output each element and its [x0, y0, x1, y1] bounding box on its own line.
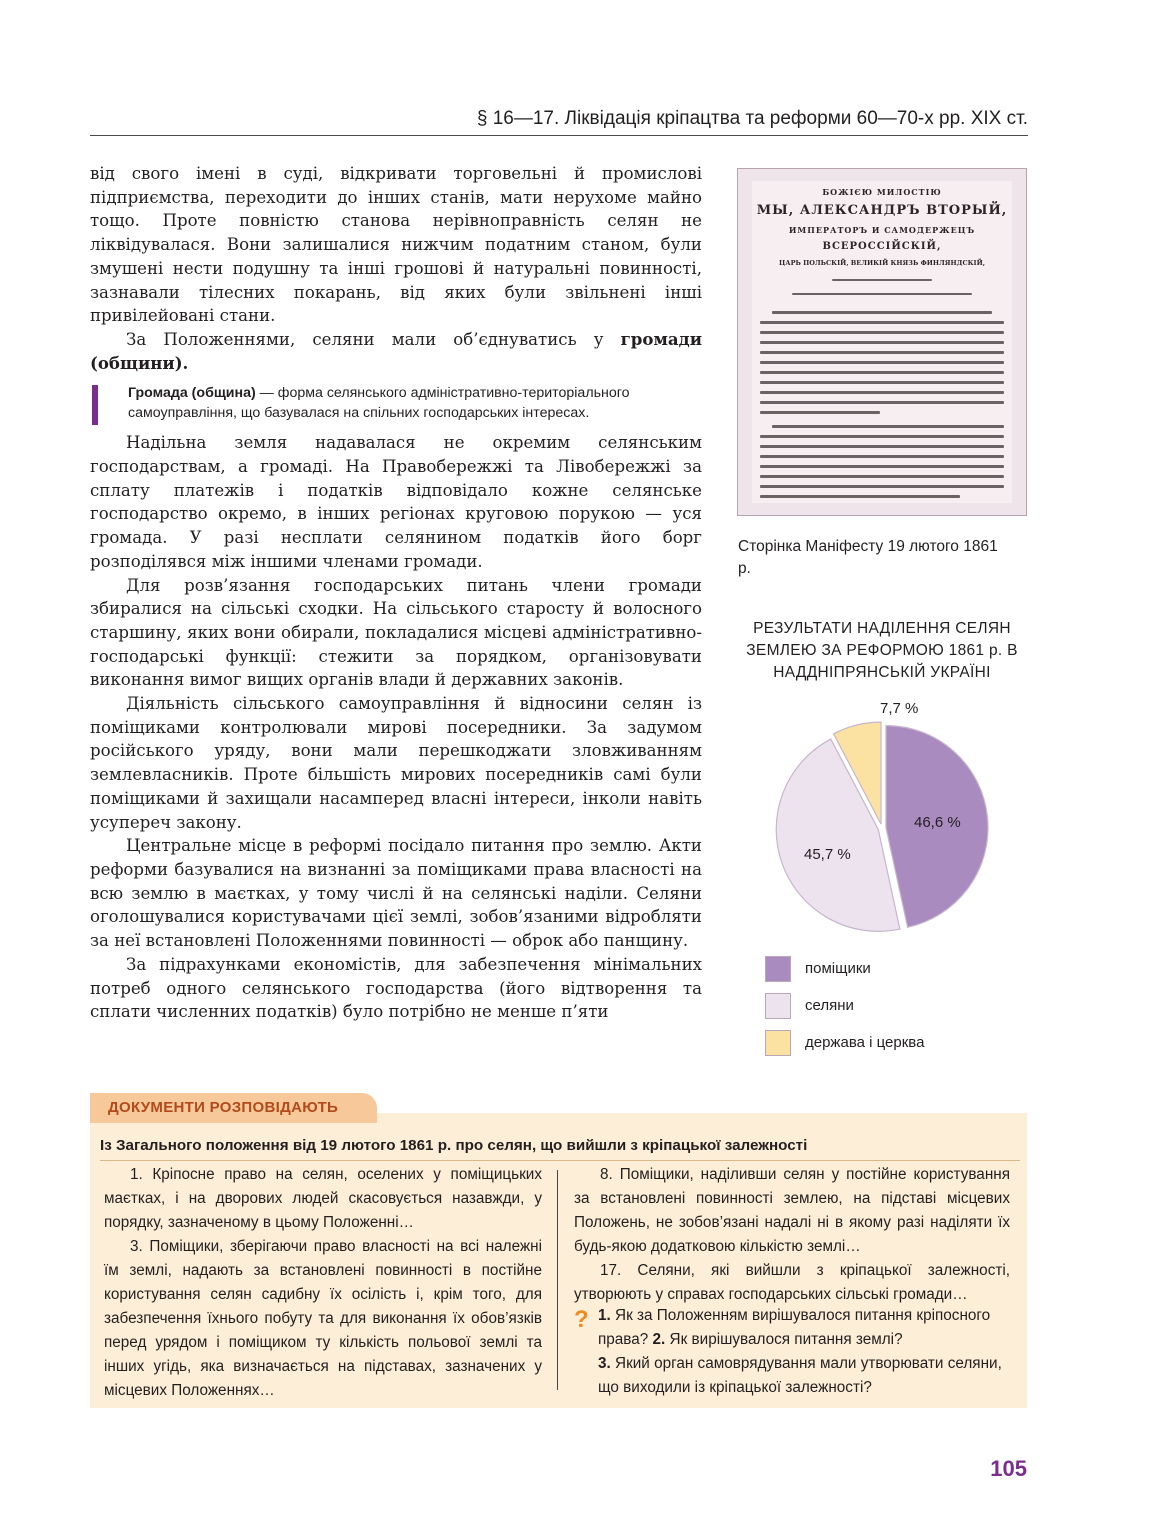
- definition-bar: [92, 385, 98, 425]
- paragraph-5: Діяльність сільського самоуправління й відносини селян із поміщиками контролювали мирові посередники. За задумом російського уряду, вони мали перешкоджати зловживанням землевласників. Проте більшість мирових посередників самі були поміщиками й захищали насамперед власні інтереси, інколи навіть усупереч закону.: [90, 694, 702, 832]
- column-divider: [557, 1170, 558, 1390]
- manifest-text-line: [772, 311, 992, 314]
- definition-text: — форма селянського адміністративно-територіального самоуправління, що базувалася на спільних господарських інтересах.: [128, 385, 630, 422]
- manifest-text-line: [760, 331, 1004, 334]
- manifest-text-line: [760, 445, 1004, 448]
- pie-label-state-church: 7,7 %: [880, 700, 919, 717]
- questions-block: [598, 1304, 1010, 1400]
- question-3-number: 3.: [598, 1355, 611, 1372]
- manifest-text-line: [760, 401, 1004, 404]
- document-item-8: 8. Поміщики, наділивши селян у постійне користування за встановлені повинності землею, на підставі місцевих Положень, не зобов’язані надалі ні в якому разі наділяти їх будь-якою додатковою кількістю землі…: [574, 1166, 1010, 1255]
- paragraph-7: За підрахунками економістів, для забезпечення мінімальних потреб одного селянського господарства (його відтворення та сплати численних податків) було потрібно не менше п’яти: [90, 954, 702, 1022]
- manifest-text-line: [760, 411, 880, 414]
- manifest-text-line: [760, 485, 1004, 488]
- manifest-line-5: ЦАРЬ ПОЛЬСКІЙ, ВЕЛИКІЙ КНЯЗЬ ФИНЛЯНДСКІЙ,: [779, 259, 985, 267]
- manifest-text-line: [760, 465, 1004, 468]
- documents-heading: Із Загального положення від 19 лютого 1861 р. про селян, що вийшли з кріпацької залежності: [100, 1137, 1020, 1161]
- question-1-number: 1.: [598, 1307, 611, 1324]
- paragraph-1: від свого імені в суді, відкривати торговельні й промислові підприємства, переходити до інших станів, мати нерухоме майно тощо. Проте повністю станова нерівноправність селян не ліквідувалася. Вони залишалися нижчим податним станом, були змушені нести подушну та інші грошові й натуральні повинності, зазнавали тілесних покарань, від яких були звільнені інші привілейовані стани.: [90, 164, 702, 326]
- paragraph-2: [90, 328, 702, 375]
- question-2-number: 2.: [652, 1331, 666, 1348]
- manifest-text-line: [760, 391, 1004, 394]
- pie-label-peasants: 45,7 %: [804, 846, 851, 863]
- legend-label-landowners: поміщики: [805, 960, 871, 977]
- manifest-page: [752, 181, 1012, 503]
- manifest-text-line: [772, 425, 1004, 428]
- manifest-text-line: [760, 475, 1004, 478]
- documents-right-column: [574, 1163, 1010, 1307]
- manifest-line-2: МЫ, АЛЕКСАНДРЪ ВТОРЫЙ,: [756, 203, 1008, 218]
- manifest-text-line: [760, 435, 1004, 438]
- documents-tab-label: ДОКУМЕНТИ РОЗПОВІДАЮТЬ: [108, 1099, 339, 1116]
- document-item-3: 3. Поміщики, зберігаючи право власності на всі належні їм землі, надають за встановлені повинності в постійне користування селян садибну їх осілість і, крім того, для забезпечення їхнього побуту та для виконання їх обов’язків перед урядом і поміщиком ту кількість польової землі та інших угідь, яка визначається на підставах, зазначених у місцевих Положеннях…: [104, 1238, 542, 1399]
- manifest-text-line: [792, 293, 972, 295]
- paragraph-2-text: За Положеннями, селяни мали об’єднуватись у: [126, 329, 621, 349]
- paragraph-2-bold: громади (общини).: [90, 328, 702, 373]
- pie-chart: [770, 700, 1000, 940]
- question-2: Як вирішувалося питання землі?: [665, 1331, 903, 1348]
- paragraph-3: Надільна земля надавалася не окремим селянським господарствам, а громаді. На Правобережжі та Лівобережжі за сплату платежів і податків відповідало кожне селянське господарство окремо, в інших регіонах круговою порукою — уся громада. У разі несплати селянином податків його борг розподілявся між іншими членами громади.: [90, 433, 702, 571]
- pie-label-landowners: 46,6 %: [914, 814, 961, 831]
- legend-swatch-peasants: [765, 993, 791, 1019]
- manifest-text-line: [760, 361, 1004, 364]
- manifest-image: [737, 168, 1027, 516]
- documents-left-column: [104, 1163, 542, 1403]
- question-icon: ?: [574, 1306, 589, 1333]
- manifest-text-line: [760, 351, 1004, 354]
- documents-tab: [90, 1093, 377, 1123]
- manifest-text-line: [760, 381, 1004, 384]
- legend-label-peasants: селяни: [805, 997, 854, 1014]
- section-title: § 16—17. Ліквідація кріпацтва та реформи 60—70-х рр. XIX ст.: [476, 108, 1028, 129]
- question-1: Як за Положенням вирішувалося питання кріпосного права?: [598, 1307, 991, 1348]
- manifest-text-line: [760, 371, 1004, 374]
- legend-swatch-landowners: [765, 956, 791, 982]
- legend-swatch-state-church: [765, 1030, 791, 1056]
- paragraph-4: Для розв’язання господарських питань члени громади збиралися на сільські сходки. На сільського старосту й волосного старшину, яких вони обирали, покладалися місцеві адміністративно-господарські функції: стежити за порядком, організовувати виконання вимог вищих органів влади й державних законів.: [90, 575, 702, 690]
- pie-svg: [770, 700, 1000, 940]
- definition-box: [90, 383, 702, 423]
- manifest-line-3: ИМПЕРАТОРЪ И САМОДЕРЖЕЦЪ: [788, 225, 976, 235]
- page-number: 105: [990, 1456, 1027, 1481]
- chart-title: РЕЗУЛЬТАТИ НАДІЛЕННЯ СЕЛЯН ЗЕМЛЕЮ ЗА РЕФОРМОЮ 1861 р. В НАДДНІПРЯНСЬКІЙ УКРАЇНІ: [746, 620, 1018, 681]
- manifest-text-line: [760, 455, 1004, 458]
- page-header: [90, 108, 1028, 136]
- question-3: Який орган самоврядування мали утворювати селяни, що виходили із кріпацької залежності?: [598, 1355, 1002, 1396]
- paragraph-6: Центральне місце в реформі посідало питання про землю. Акти реформи базувалися на визнанні за поміщиками права власності на всю землю в маєтках, у тому числі й на селянські наділи. Селяни оголошувалися користувачами цієї землі, зобов’язаними відробляти за неї встановлені Положеннями повинності — оброк або панщину.: [90, 836, 702, 951]
- manifest-line-1: БОЖІЄЮ МИЛОСТІЮ: [822, 187, 942, 197]
- manifest-text-line: [760, 321, 1004, 324]
- manifest-line-4: ВСЕРОССІЙСКІЙ,: [822, 241, 942, 252]
- figure-caption: Сторінка Маніфесту 19 лютого 1861 р.: [738, 538, 998, 577]
- definition-term: Громада (община): [128, 385, 256, 402]
- manifest-text-line: [760, 341, 1004, 344]
- manifest-text-line: [832, 279, 932, 281]
- document-item-1: 1. Кріпосне право на селян, оселених у поміщицьких маєтках, і на дворових людей скасовується назавжди, у порядку, зазначеному в цьому Положенні…: [104, 1166, 542, 1231]
- main-text-column: [90, 162, 702, 1024]
- legend-label-state-church: держава і церква: [805, 1034, 925, 1051]
- document-item-17: 17. Селяни, які вийшли з кріпацької залежності, утворюють у справах господарських сільські громади…: [574, 1262, 1010, 1303]
- manifest-text-line: [760, 495, 960, 498]
